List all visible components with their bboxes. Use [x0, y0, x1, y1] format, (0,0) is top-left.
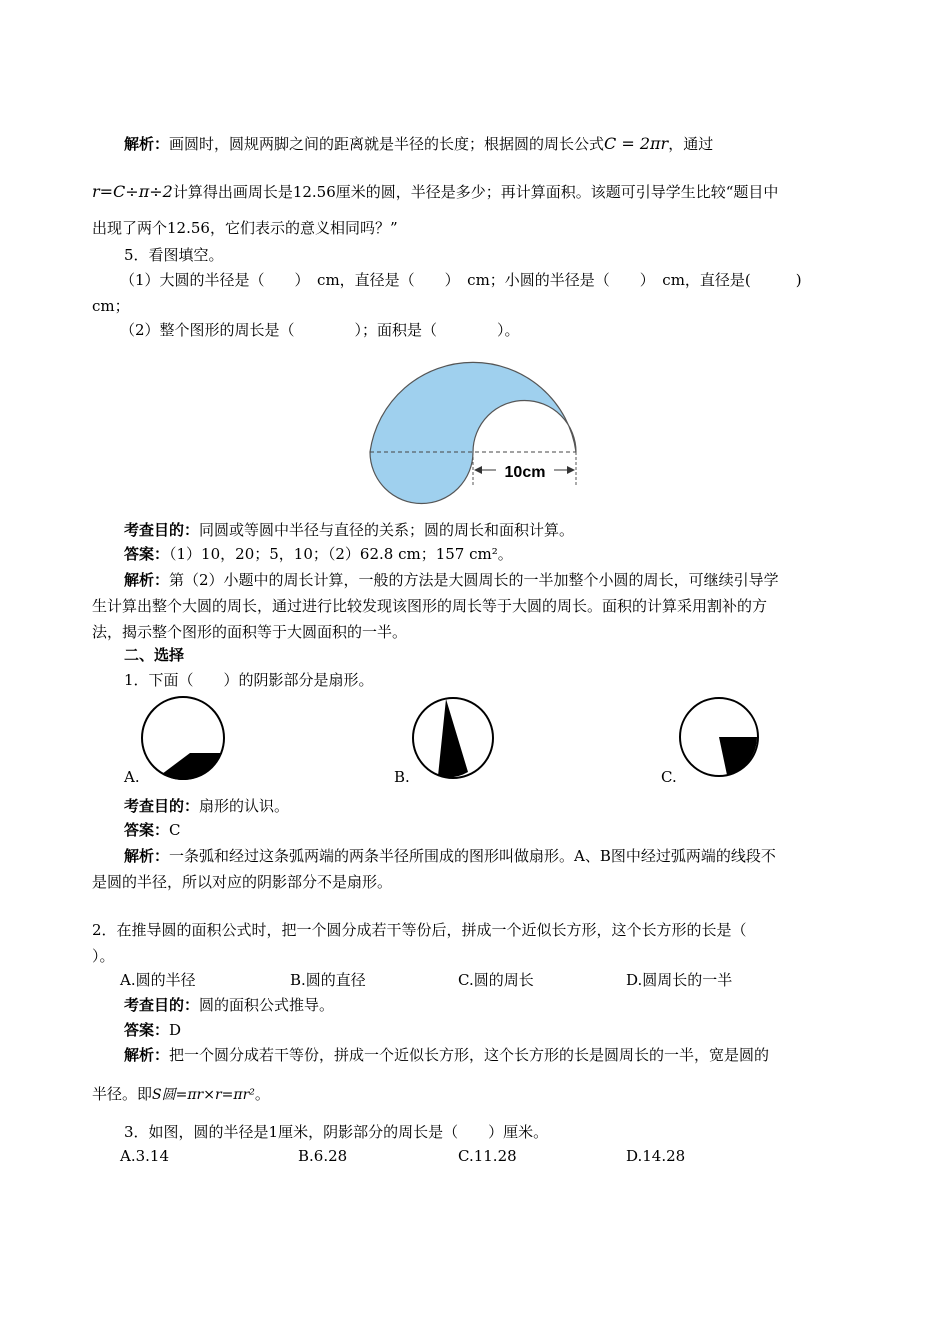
semicircle-figure — [368, 350, 588, 500]
dimension-label: 10cm — [504, 464, 546, 481]
c2-q1: 2．在推导圆的面积公式时，把一个圆分成若干等份后，拼成一个近似长方形，这个长方形的长是（ — [92, 921, 747, 939]
formula-radius: r=C÷π÷2 — [92, 182, 173, 201]
section-heading: 二、选择 — [124, 646, 185, 664]
c2-exp2: 半径。即S圆=πr×r=πr²。 — [92, 1085, 270, 1103]
formula-circumference: C = 2πr — [604, 134, 669, 153]
circle-option-c — [679, 697, 769, 787]
c1-answer: 答案：C — [124, 821, 181, 839]
arrowhead-right — [567, 466, 575, 474]
c3-option-c: C.11.28 — [458, 1147, 517, 1165]
c3-option-a: A.3.14 — [120, 1147, 169, 1165]
c1-goal: 考查目的：扇形的认识。 — [124, 797, 290, 815]
q5-answer: 答案：（1）10，20；5，10；（2）62.8 cm；157 cm²。 — [124, 545, 513, 563]
option-c-label: C. — [661, 768, 677, 786]
p1-line3: 出现了两个12.56，它们表示的意义相同吗？” — [92, 219, 398, 237]
p1-text2: 计算得出画周长是12.56厘米的圆，半径是多少；再计算面积。该题可引导学生比较“题目中 — [172, 183, 779, 201]
c2-answer: 答案：D — [124, 1021, 182, 1039]
c3-option-d: D.14.28 — [626, 1147, 686, 1165]
c2-q2: ）。 — [92, 947, 115, 965]
q5-line1: （1）大圆的半径是（ ） cm，直径是（ ） cm；小圆的半径是（ ） cm，直径是( ) — [120, 271, 802, 289]
q5-exp3: 法，揭示整个图形的面积等于大圆面积的一半。 — [92, 623, 408, 641]
p1-line2 — [92, 182, 778, 202]
p1-text1b: ，通过 — [668, 135, 714, 153]
p1-line1 — [124, 134, 713, 154]
c2-exp1: 解析：把一个圆分成若干等份，拼成一个近似长方形，这个长方形的长是圆周长的一半，宽是圆的 — [124, 1046, 770, 1064]
q5-exp1: 解析：第（2）小题中的周长计算，一般的方法是大圆周长的一半加整个小圆的周长，可继续引导学 — [124, 571, 779, 589]
q5-exp2: 生计算出整个大圆的周长，通过进行比较发现该图形的周长等于大圆的周长。面积的计算采用割补的方 — [92, 597, 768, 615]
c2-option-c: C.圆的周长 — [458, 971, 534, 989]
p1-text1: 画圆时，圆规两脚之间的距离就是半径的长度；根据圆的周长公式 — [169, 135, 605, 153]
area-formula: S圆=πr×r=πr² — [152, 1087, 255, 1103]
c2-option-a: A.圆的半径 — [120, 971, 196, 989]
c1-exp2: 是圆的半径，所以对应的阴影部分不是扇形。 — [92, 873, 393, 891]
q5-line2: （2）整个图形的周长是（ ）；面积是（ ）。 — [120, 321, 520, 339]
circle-option-b — [412, 697, 502, 787]
c3-option-b: B.6.28 — [298, 1147, 348, 1165]
c2-option-d: D.圆周长的一半 — [626, 971, 733, 989]
q5-goal: 考查目的：同圆或等圆中半径与直径的关系；圆的周长和面积计算。 — [124, 521, 575, 539]
q5-title: 5．看图填空。 — [124, 246, 224, 264]
c1-exp1: 解析：一条弧和经过这条弧两端的两条半径所围成的图形叫做扇形。A、B图中经过弧两端的线段不 — [124, 847, 776, 865]
c2-option-b: B.圆的直径 — [290, 971, 366, 989]
option-b-label: B. — [394, 768, 410, 786]
q5-line1b: cm； — [92, 297, 130, 315]
c1-question: 1．下面（ ）的阴影部分是扇形。 — [124, 671, 374, 689]
analysis-label: 解析： — [124, 135, 170, 153]
option-a-label: A. — [124, 768, 140, 786]
arrowhead-left — [474, 466, 482, 474]
c3-question: 3．如图，圆的半径是1厘米，阴影部分的周长是（ ）厘米。 — [124, 1123, 549, 1141]
c2-goal: 考查目的：圆的面积公式推导。 — [124, 996, 335, 1014]
circle-option-a — [140, 695, 230, 785]
